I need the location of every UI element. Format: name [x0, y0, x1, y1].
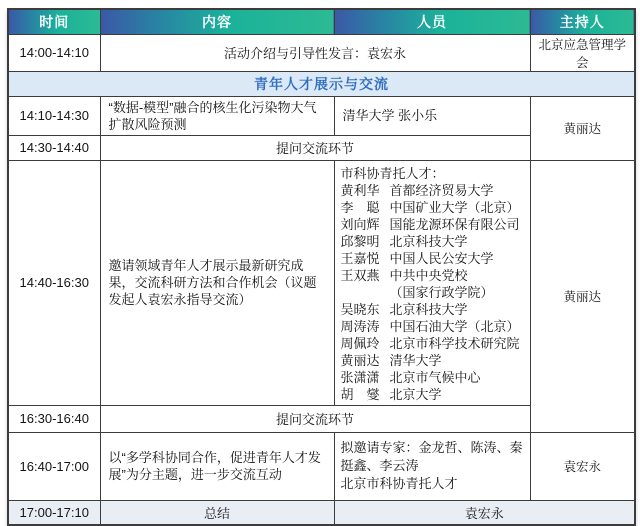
person-line: 张潇潇 北京市气候中心	[340, 369, 481, 385]
person-line: 周涛涛 中国石油大学（北京）	[340, 318, 520, 334]
person-list	[341, 182, 524, 403]
col-header-content: 内容	[100, 9, 334, 34]
content-cell: 提问交流环节	[100, 135, 530, 160]
time-cell: 16:30-16:40	[8, 405, 100, 432]
time-cell: 14:00-14:10	[8, 34, 100, 71]
col-header-time: 时间	[8, 9, 100, 34]
person-group-label: 市科协青托人才：	[340, 165, 445, 181]
content-cell: 邀请领域青年人才展示最新研究成果，交流科研方法和合作机会（议题发起人袁宏永指导交流）	[100, 160, 334, 405]
host-cell: 黄丽达	[530, 96, 635, 160]
person-line: 黄丽达 清华大学	[340, 352, 442, 368]
content-cell: 提问交流环节	[100, 405, 530, 432]
row-opening	[8, 34, 635, 71]
section-title: 青年人才展示与交流	[8, 71, 635, 96]
header-row	[8, 9, 635, 34]
person-line-continuation: （国家行政学院）	[389, 284, 494, 300]
col-header-host: 主持人	[530, 9, 635, 34]
person-line: 黄利华 首都经济贸易大学	[340, 182, 494, 198]
person-line: 王双燕 中共中央党校	[340, 267, 468, 283]
time-cell: 17:00-17:10	[8, 500, 100, 525]
invited-group-line: 北京市科协青托人才	[340, 476, 458, 491]
row-discussion	[8, 432, 635, 500]
row-showcase	[8, 160, 635, 405]
time-cell: 14:40-16:30	[8, 160, 100, 405]
host-cell: 黄丽达	[530, 160, 635, 432]
section-row	[8, 71, 635, 96]
person-line: 周佩玲 北京市科学技术研究院	[340, 335, 520, 351]
time-cell: 16:40-17:00	[8, 432, 100, 500]
host-cell: 北京应急管理学会	[530, 34, 635, 71]
person-line: 李 聪 中国矿业大学（北京）	[340, 199, 520, 215]
invited-experts-line: 拟邀请专家：金龙哲、陈涛、秦挺鑫、李云涛	[340, 440, 523, 473]
content-cell: 总结	[100, 500, 334, 525]
host-cell: 袁宏永	[530, 432, 635, 500]
content-cell: “数据-模型”融合的核生化污染物大气扩散风险预测	[100, 96, 334, 135]
person-line: 吴晓东 北京科技大学	[340, 301, 468, 317]
person-line: 邱黎明 北京科技大学	[340, 233, 468, 249]
agenda-table	[7, 8, 636, 526]
content-cell: 以“多学科协同合作，促进青年人才发展”为分主题，进一步交流互动	[100, 432, 334, 500]
col-header-person: 人员	[334, 9, 530, 34]
person-cell: 清华大学 张小乐	[334, 96, 530, 135]
person-line: 刘向辉 国能龙源环保有限公司	[340, 216, 520, 232]
person-line: 胡 燮 北京大学	[340, 386, 442, 402]
person-line: 王嘉悦 中国人民公安大学	[340, 250, 494, 266]
host-cell: 袁宏永	[334, 500, 635, 525]
person-cell	[334, 432, 530, 500]
row-summary	[8, 500, 635, 525]
row-talk	[8, 96, 635, 135]
time-cell: 14:10-14:30	[8, 96, 100, 135]
content-cell: 活动介绍与引导性发言：袁宏永	[100, 34, 530, 71]
person-list-cell	[334, 160, 530, 405]
time-cell: 14:30-14:40	[8, 135, 100, 160]
